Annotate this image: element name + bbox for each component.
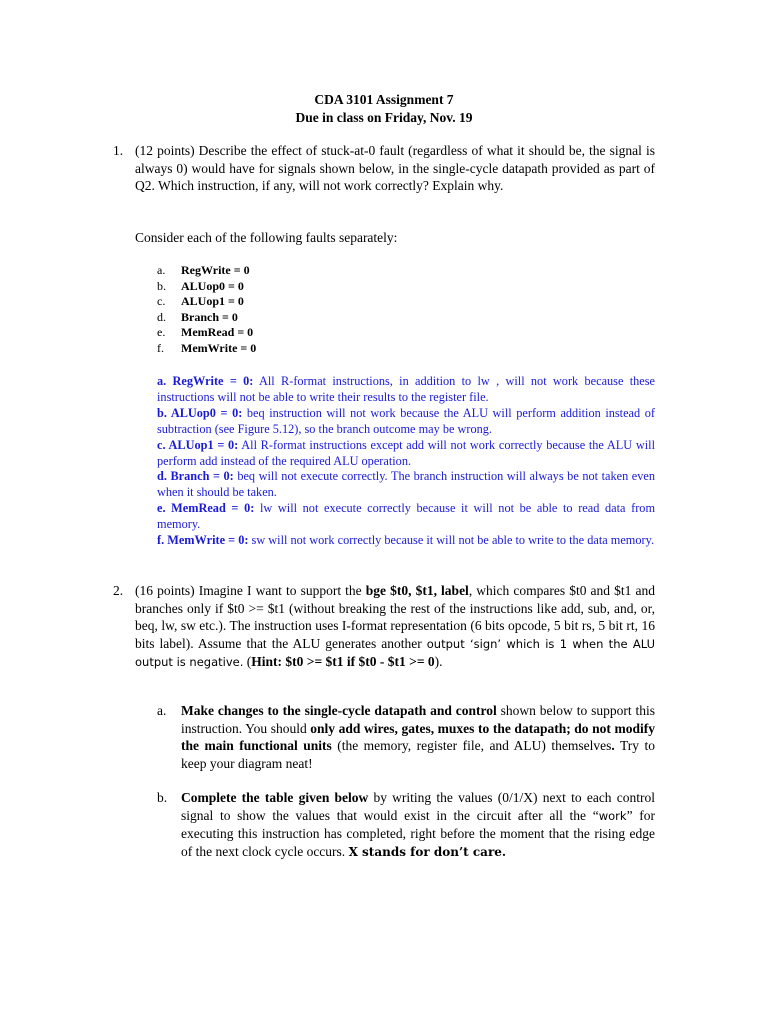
fault-item: e. MemRead = 0 — [157, 325, 254, 340]
assignment-title: CDA 3101 Assignment 7 — [314, 92, 454, 107]
answer-item: f. MemWrite = 0: sw will not work correctly because it will not be able to write to the data memory. — [157, 533, 655, 548]
question-2-number: 2. — [113, 583, 124, 598]
answer-item: e. MemRead = 0: lw will not execute correctly because it will not be able to read data from memory. — [157, 501, 656, 532]
question-2-body: (16 points) Imagine I want to support the bge $t0, $t1, label, which compares $t0 and $t1 and branches only if $t0 >= $t1 (without breaking the rest of the instructions like add, sub, and, or, beq, lw, sw etc.). The instruction uses I-format representation (6 bits opcode, 5 bit rs, 5 bit rt, 16 bits label). Assume that the ALU generates another output ‘sign’ which is 1 when the ALU output is negative. (Hint: $t0 >= $t1 if $t0 - $t1 >= 0). — [135, 583, 655, 669]
due-date: Due in class on Friday, Nov. 19 — [295, 110, 473, 125]
fault-item: a. RegWrite = 0 — [157, 263, 250, 277]
fault-item: d. Branch = 0 — [157, 309, 238, 324]
fault-item: f. MemWrite = 0 — [157, 340, 257, 355]
fault-item: c. ALUop1 = 0 — [157, 294, 244, 309]
fault-item: b. ALUop0 = 0 — [157, 278, 244, 293]
answer-item: b. ALUop0 = 0: beq instruction will not work because the ALU will perform addition instead of subtraction (see Figure 5.12), so the branch outcome may be wrong. — [157, 405, 655, 436]
answer-item: c. ALUop1 = 0: All R-format instructions except add will not work correctly because the ALU will perform add instead of the required ALU operation. — [157, 437, 655, 468]
question-1-intro: (12 points) Describe the effect of stuck-at-0 fault (regardless of what it should be, the signal is always 0) would have for signals shown below, in the single-cycle datapath provided as part of Q2. Which instruction, if any, will not work correctly? Explain why. — [135, 143, 655, 193]
answer-item: a. RegWrite = 0: All R-format instructions, in addition to lw , will not work because these instructions will not be able to write their results to the register file. — [157, 374, 655, 404]
question-1-number: 1. — [113, 143, 124, 158]
document-page: CDA 3101 Assignment 7 Due in class on Friday, Nov. 19 1. (12 points) Describe the effect of stuck-at-0 fault (regardless of what it should be, the signal is always 0) would have for signals shown below, in the single-cycle datapath provided as part of Q2. Which instruction, if any, will not work correctly? Explain why. Consider each of the following faults separately: a. RegWrite = 0 b. ALUop0 = 0 c. ALUop1 = 0 d. Branch = 0 e. MemRead = 0 f. MemWrite = 0 a. RegWrite = 0: All R-format instructions, in addition to lw , will not work because these instructions will not be able to write their results to the register file. b. ALUop0 = 0: beq instruction will not work because the ALU will perform addition instead of subtraction (see Figure 5.12), so the branch outcome may be wrong. c. ALUop1 = 0: All R-format instructions except add will not work correctly because the ALU will perform add instead of the required ALU operation. d. Branch = 0: beq will not execute correctly. The branch instruction will always be not taken even when it should be taken. e. MemRead = 0: lw will not execute correctly because it will not be able to read data from memory. f. MemWrite = 0: sw will not work correctly because it will not be able to write to the data memory. 2. (16 points) Imagine I want to support the bge $t0, $t1, label, which compares $t0 and $t1 and branches only if $t0 >= $t1 (without breaking the rest of the instructions like add, sub, and, or, beq, lw, sw etc.). The instruction uses I-format representation (6 bits opcode, 5 bit rs, 5 bit rt, 16 bits label). Assume that the ALU generates another output ‘sign’ which is 1 when the ALU output is negative. (Hint: $t0 >= $t1 if $t0 - $t1 >= 0). a. Make changes to the single-cycle datapath and control shown below to support this instruction. You should only add wires, gates, muxes to the datapath; do not modify the main functional units (the memory, register file, and ALU) themselves. Try to keep your diagram neat! b. Complete the table given below by writing the values (0/1/X) next to each control signal to show the values that would exist in the circuit after all the “work” for executing this instruction has completed, right before the moment that the rising edge of the next clock cycle occurs. X stands for don’t care. — [0, 0, 768, 1024]
fault-list — [157, 263, 256, 357]
answer-item: d. Branch = 0: beq will not execute correctly. The branch instruction will always be not taken even when it should be taken. — [157, 469, 655, 500]
answer-block — [157, 374, 655, 549]
question-1-consider: Consider each of the following faults separately: — [135, 230, 398, 245]
